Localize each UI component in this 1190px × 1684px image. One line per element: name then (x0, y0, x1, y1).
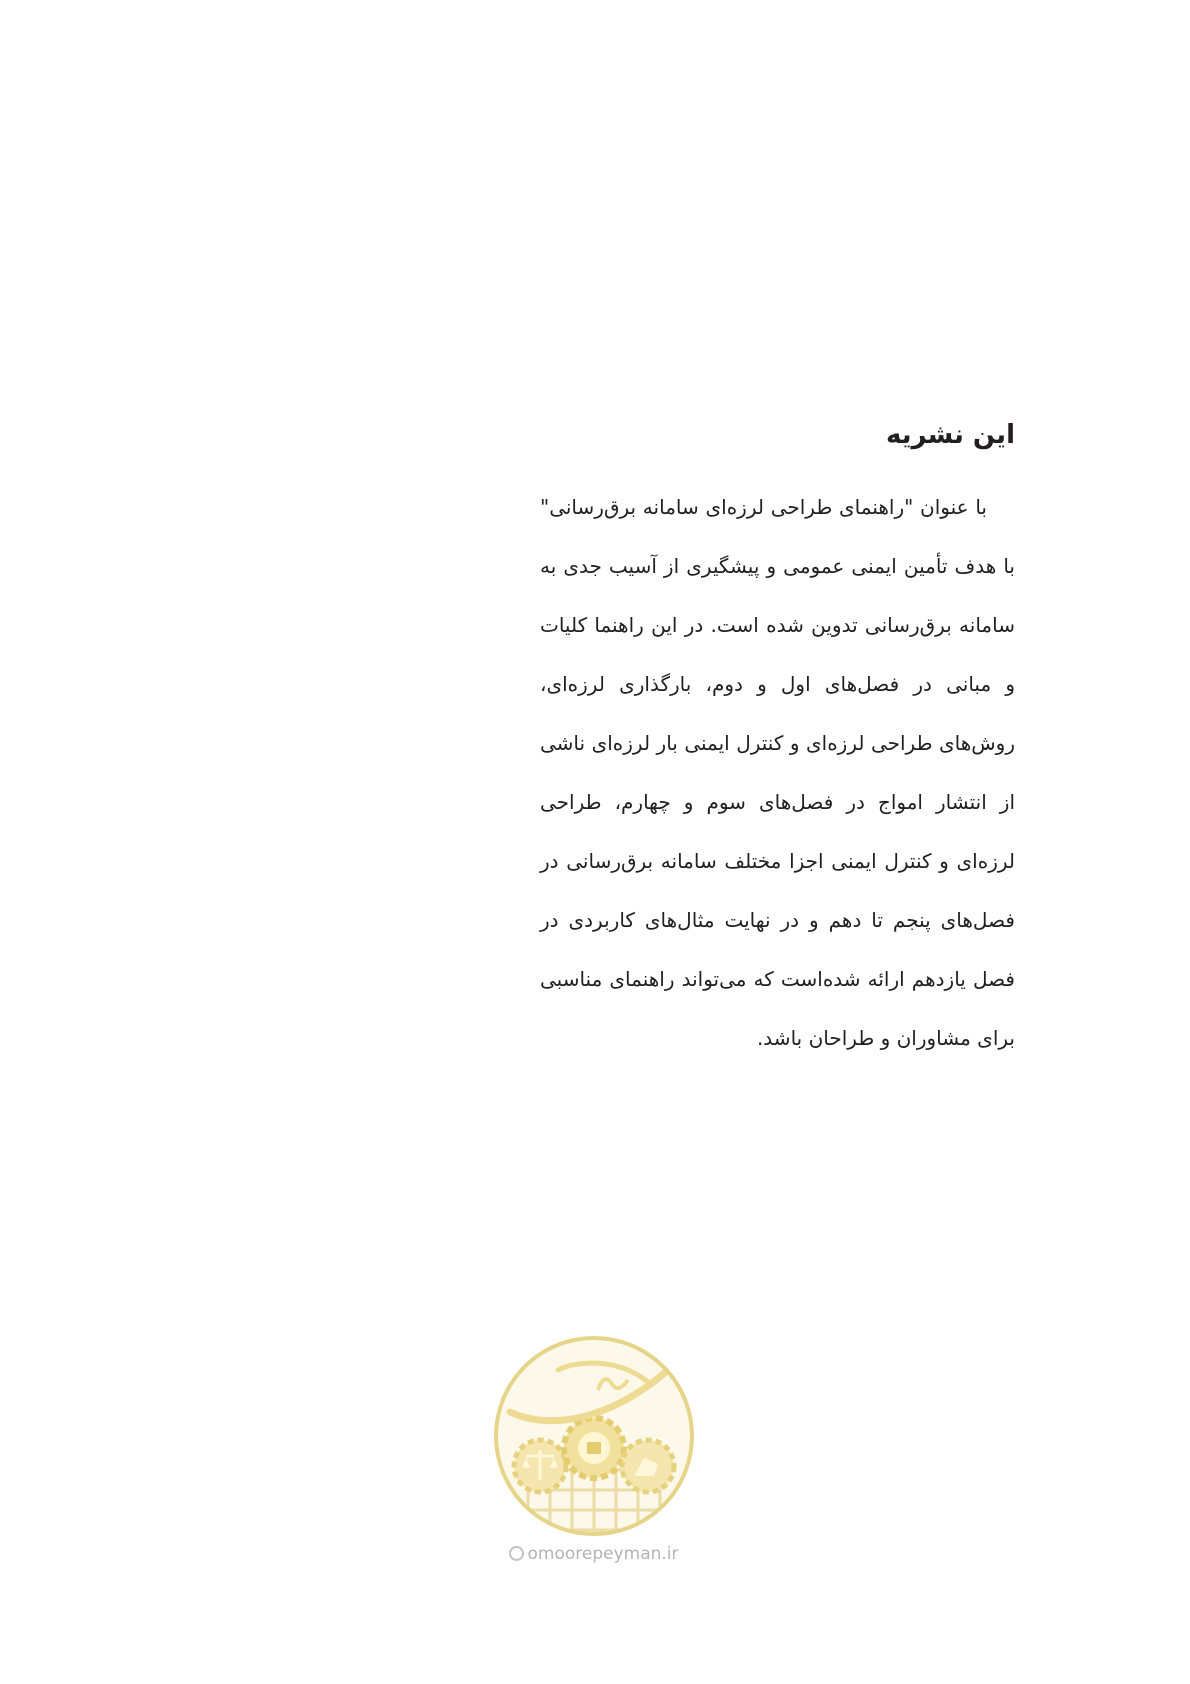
globe-icon (509, 1546, 524, 1561)
section-body: با عنوان "راهنمای طراحی لرزه‌ای سامانه برق‌رسانی" با هدف تأمین ایمنی عمومی و پیشگیری از آسیب جدی به سامانه برق‌رسانی تدوین شده است. در این راهنما کلیات و مبانی در فصل‌های اول و دوم، بارگذاری لرزه‌ای، روش‌های طراحی لرزه‌ای و کنترل ایمنی بار لرزه‌ای ناشی از انتشار امواج در فصل‌های سوم و چهارم، طراحی لرزه‌ای و کنترل ایمنی اجزا مختلف سامانه برق‌رسانی در فصل‌های پنجم تا دهم و در نهایت مثال‌های کاربردی در فصل یازدهم ارائه شده‌است که می‌تواند راهنمای مناسبی برای مشاوران و طراحان باشد. (540, 495, 1015, 1050)
seal-logo-icon (488, 1330, 700, 1542)
excavator-icon (622, 1440, 674, 1492)
watermark-caption (488, 1544, 700, 1564)
watermark-caption-text: omoorepeyman.ir (527, 1544, 679, 1564)
publication-section (540, 420, 1015, 1068)
watermark-seal (488, 1330, 700, 1570)
gear-icon (564, 1418, 624, 1478)
section-title: این نشریه (885, 420, 1015, 450)
scales-icon (514, 1440, 566, 1492)
